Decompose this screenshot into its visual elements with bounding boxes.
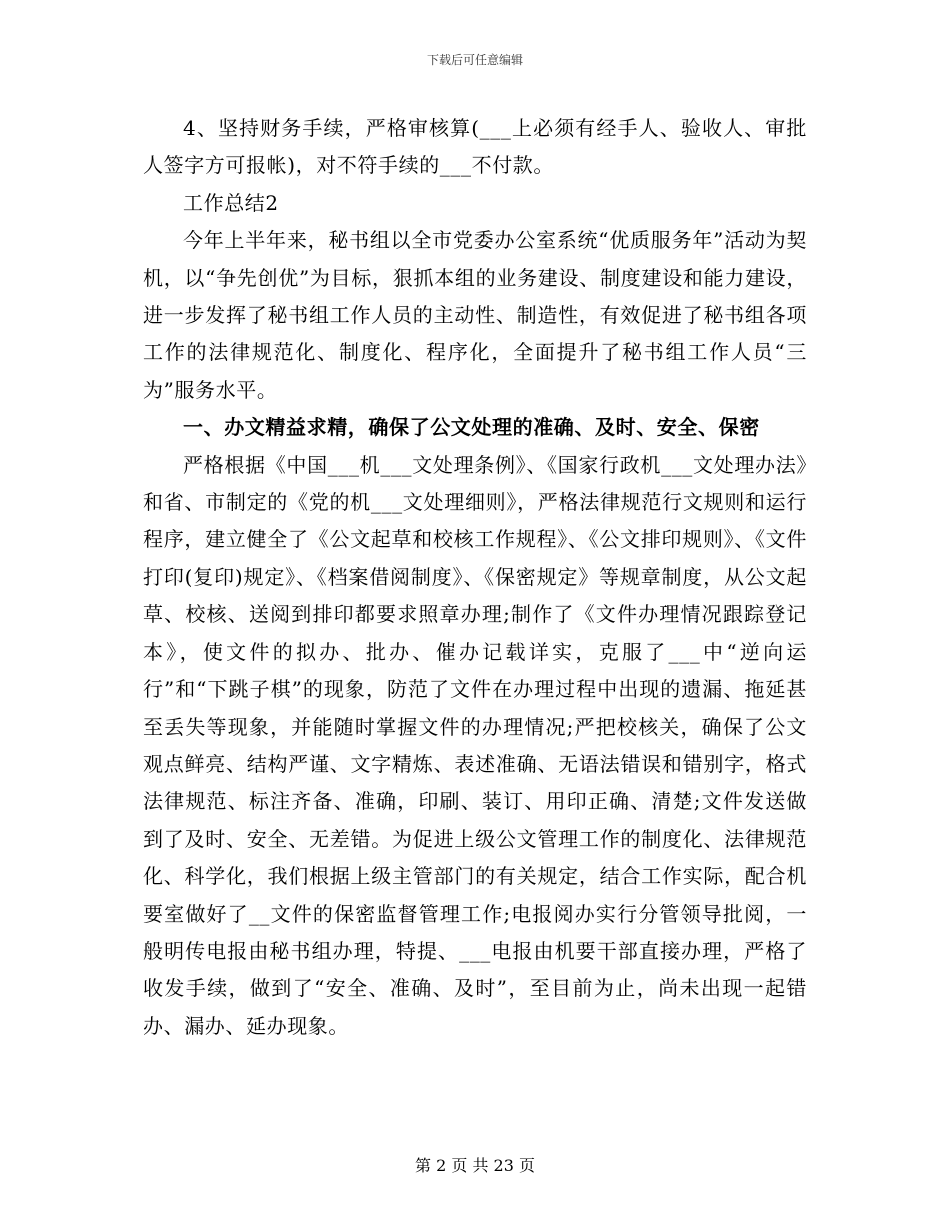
page-footer: 第 2 页 共 23 页 <box>415 1156 535 1175</box>
paragraph-document-handling-details: 严格根据《中国___机___文处理条例》、《国家行政机___文处理办法》和省、市制定的《党的机___文处理细则》，严格法律规范行文规则和运行程序，建立健全了《公文起草和校核工作规程》、《公文排印规则》、《文件打印(复印)规定》、《档案借阅制度》、《保密规定》等规章制度，从公文起草、校核、送阅到排印都要求照章办理;制作了《文件办理情况跟踪登记本》，使文件的拟办、批办、催办记载详实，克服了___中“逆向运行”和“下跳子棋”的现象，防范了文件在办理过程中出现的遗漏、拖延甚至丢失等现象，并能随时掌握文件的办理情况;严把校核关，确保了公文观点鲜亮、结构严谨、文字精炼、表述准确、无语法错误和错别字，格式法律规范、标注齐备、准确，印刷、装订、用印正确、清楚;文件发送做到了及时、安全、无差错。为促进上级公文管理工作的制度化、法律规范化、科学化，我们根据上级主管部门的有关规定，结合工作实际，配合机要室做好了__文件的保密监督管理工作;电报阅办实行分管领导批阅，一般明传电报由秘书组办理，特提、___电报由机要干部直接办理，严格了收发手续，做到了“安全、准确、及时”，至目前为止，尚未出现一起错办、漏办、延办现象。 <box>143 452 807 1038</box>
section-title-summary-2: 工作总结2 <box>183 190 279 215</box>
section-heading-document-handling: 一、办文精益求精，确保了公文处理的准确、及时、安全、保密 <box>183 415 760 440</box>
paragraph-introduction: 今年上半年来，秘书组以全市党委办公室系统“优质服务年”活动为契机，以“争先创优”为目标，狠抓本组的业务建设、制度建设和能力建设，进一步发挥了秘书组工作人员的主动性、制造性，有效促进了秘书组各项工作的法律规范化、制度化、程序化，全面提升了秘书组工作人员“三为”服务水平。 <box>143 228 807 402</box>
page-header: 下载后可任意编辑 <box>426 53 523 67</box>
document-body <box>143 110 807 1045</box>
paragraph-finance-procedures: 4、坚持财务手续，严格审核算(___上必须有经手人、验收人、审批人签字方可报帐)，对不符手续的___不付款。 <box>143 116 807 178</box>
